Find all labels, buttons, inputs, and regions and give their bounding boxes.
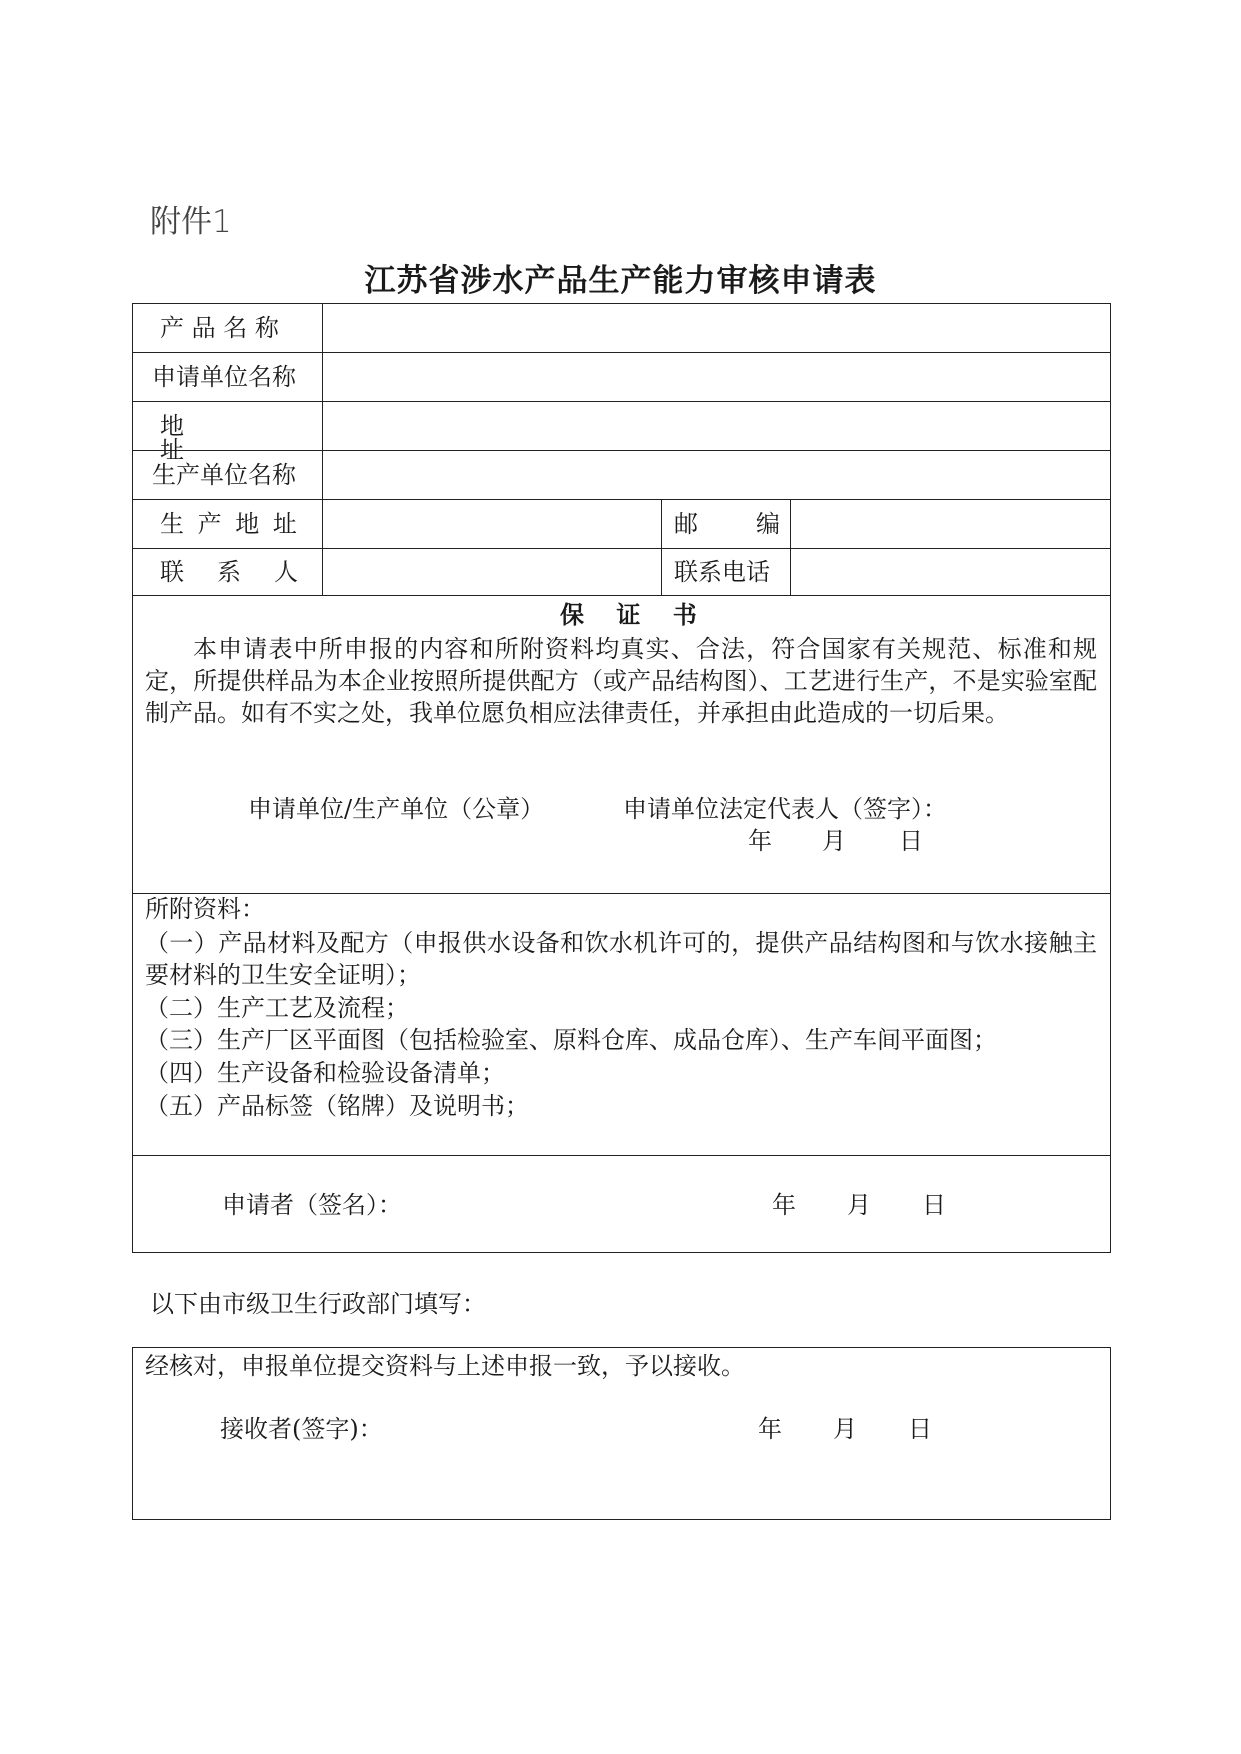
applicant-name-field[interactable] <box>324 354 1109 400</box>
postcode-label: 邮编 <box>674 510 838 538</box>
attachment-item-4: （四）生产设备和检验设备清单； <box>145 1059 505 1087</box>
phone-field[interactable] <box>792 550 1109 594</box>
guarantee-date-day: 日 <box>899 827 923 855</box>
address-label-text: 地址 <box>160 412 266 464</box>
review-year: 年 <box>758 1415 782 1443</box>
review-text: 经核对，申报单位提交资料与上述申报一致，予以接收。 <box>145 1352 745 1380</box>
receiver-label: 接收者(签字)： <box>220 1415 383 1443</box>
annex-label: 附件1 <box>150 204 232 240</box>
producer-name-field[interactable] <box>324 452 1109 498</box>
attachment-item-1: （一）产品材料及配方（申报供水设备和饮水机许可的，提供产品结构图和与饮水接触主要材料的卫生安全证明）； <box>145 929 1097 989</box>
review-day: 日 <box>908 1415 932 1443</box>
product-name-field[interactable] <box>324 305 1109 351</box>
attachment-item-3: （三）生产厂区平面图（包括检验室、原料仓库、成品仓库）、生产车间平面图； <box>145 1026 997 1054</box>
review-month: 月 <box>833 1415 857 1443</box>
applicant-name-label: 申请单位名称 <box>152 363 296 391</box>
guarantee-date-month: 月 <box>822 827 846 855</box>
form-title: 江苏省涉水产品生产能力审核申请表 <box>364 263 877 299</box>
guarantee-date-year: 年 <box>748 827 772 855</box>
department-note: 以下由市级卫生行政部门填写： <box>150 1290 486 1318</box>
guarantee-body: 本申请表中所申报的内容和所附资料均真实、合法，符合国家有关规范、标准和规定，所提供样品为本企业按照所提供配方（或产品结构图）、工艺进行生产，不是实验室配制产品。如有不实之处，我单位愿负相应法律责任，并承担由此造成的一切后果。 <box>145 635 1097 727</box>
phone-label: 联系电话 <box>674 558 770 586</box>
seal-line: 申请单位/生产单位（公章） <box>248 795 545 823</box>
legal-rep-line: 申请单位法定代表人（签字）： <box>623 795 947 823</box>
attachment-item-2: （二）生产工艺及流程； <box>145 994 409 1022</box>
guarantee-heading: 保 证 书 <box>560 601 709 629</box>
address-field[interactable] <box>324 403 1109 449</box>
attachment-item-5: （五）产品标签（铭牌）及说明书； <box>145 1092 529 1120</box>
production-address-label: 生 产 地 址 <box>160 510 300 538</box>
product-name-label: 产 品 名 称 <box>160 314 279 342</box>
applicant-sign-day: 日 <box>922 1191 946 1219</box>
contact-field[interactable] <box>324 550 660 594</box>
address-label <box>160 414 296 462</box>
applicant-sign-year: 年 <box>772 1191 796 1219</box>
contact-label: 联系人 <box>160 558 331 586</box>
applicant-sign-label: 申请者（签名）： <box>222 1191 402 1219</box>
applicant-sign-month: 月 <box>847 1191 871 1219</box>
producer-name-label: 生产单位名称 <box>152 461 296 489</box>
attachments-heading: 所附资料： <box>145 895 265 923</box>
postcode-field[interactable] <box>792 501 1109 547</box>
production-address-field[interactable] <box>324 501 660 547</box>
